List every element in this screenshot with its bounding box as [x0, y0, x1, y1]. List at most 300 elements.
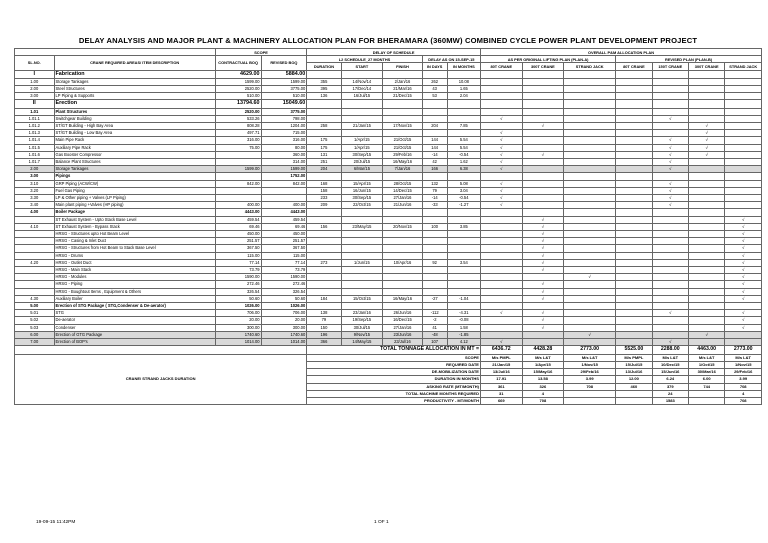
allocation-mark-cell	[652, 93, 688, 100]
delay-months-cell	[447, 130, 480, 137]
b150-head: 150T CRANE	[652, 63, 688, 70]
allocation-mark-cell	[564, 144, 616, 151]
contractual-boq-cell: 1590.00	[215, 274, 261, 281]
contractual-boq-cell: 50.60	[215, 295, 261, 302]
duration-cell	[307, 70, 341, 78]
revised-boq-cell: 3775.00	[261, 108, 307, 115]
contractual-boq-cell: 4443.00	[215, 209, 261, 216]
description-cell: ST Exhaust System - Bypass Stack	[54, 223, 215, 230]
description-cell: Condenser	[54, 324, 215, 331]
start-cell: 16/Jun/15	[341, 187, 383, 194]
allocation-mark-cell	[688, 295, 724, 302]
summary-value: 708	[564, 383, 616, 390]
allocation-mark-cell	[616, 209, 652, 216]
allocation-mark-cell	[616, 100, 652, 108]
allocation-mark-cell	[480, 303, 522, 310]
allocation-mark-cell	[564, 122, 616, 129]
allocation-mark-cell	[480, 331, 522, 338]
revised-boq-cell: 1752.00	[261, 173, 307, 180]
delay-months-cell	[447, 100, 480, 108]
duration-cell: 395	[307, 85, 341, 92]
contractual-boq-cell: 510.00	[215, 93, 261, 100]
start-cell: 30/Sep/15	[341, 151, 383, 158]
sl-no-cell: 2.00	[15, 166, 55, 173]
contractual-boq-cell: 75.00	[215, 144, 261, 151]
allocation-mark-cell	[564, 223, 616, 230]
description-cell: HRSG - Modules	[54, 274, 215, 281]
allocation-mark-cell	[616, 231, 652, 238]
start-cell: 15/Apr/15	[341, 180, 383, 187]
allocation-mark-cell: √	[480, 137, 522, 144]
delay-days-cell: 262	[422, 78, 447, 85]
delay-months-cell	[447, 274, 480, 281]
allocation-mark-cell: √	[652, 180, 688, 187]
description-cell: HRSG - Boughtout Items , Equipment & Others	[54, 288, 215, 295]
duration-cell: 168	[307, 180, 341, 187]
description-cell: Steel Structures	[54, 85, 215, 92]
allocation-mark-cell: √	[725, 231, 762, 238]
table-row	[15, 209, 762, 216]
description-cell: Balance Plant Structures	[54, 159, 215, 166]
finish-cell	[383, 231, 423, 238]
duration-cell: 136	[307, 93, 341, 100]
table-row	[15, 173, 762, 180]
sl-no-cell: 3.30	[15, 195, 55, 202]
delay-months-cell	[447, 108, 480, 115]
duration-cell: 158	[307, 187, 341, 194]
start-cell: 1/Apr/15	[341, 144, 383, 151]
sl-no-cell	[15, 267, 55, 274]
table-row	[15, 288, 762, 295]
allocation-mark-cell	[688, 78, 724, 85]
allocation-mark-cell	[480, 209, 522, 216]
sl-no-cell: 1.01.1	[15, 115, 55, 122]
summary-key: TOTAL MACHINE MONTHS REQUIRED	[307, 390, 481, 397]
allocation-mark-cell	[652, 78, 688, 85]
description-cell: LP Piping & Supports	[54, 93, 215, 100]
allocation-mark-cell: √	[480, 310, 522, 317]
table-row	[15, 85, 762, 92]
allocation-mark-cell	[725, 173, 762, 180]
start-cell	[341, 238, 383, 245]
allocation-mark-cell	[616, 122, 652, 129]
revised-boq-cell	[261, 187, 307, 194]
plan-a-head: AS PER ORIGINAL LIFTING PLAN (PLAN-A)	[480, 56, 615, 63]
summary-value: 1583	[652, 398, 688, 405]
delay-days-cell	[422, 238, 447, 245]
allocation-mark-cell	[564, 202, 616, 209]
delay-days-cell	[422, 216, 447, 223]
summary-value: 13/Jul/16	[480, 369, 522, 376]
contractual-boq-cell: 1599.00	[215, 78, 261, 85]
allocation-mark-cell	[688, 159, 724, 166]
total-sj: 2773.00	[564, 346, 616, 355]
summary-value: M/s PMPL	[480, 354, 522, 361]
table-row	[15, 144, 762, 151]
delay-months-cell	[447, 115, 480, 122]
allocation-mark-cell	[725, 187, 762, 194]
table-row	[15, 70, 762, 78]
delay-days-cell	[422, 288, 447, 295]
contractual-boq-cell: 115.00	[215, 252, 261, 259]
sl-no-cell: 5.00	[15, 303, 55, 310]
allocation-mark-cell	[688, 310, 724, 317]
summary-value: 708	[725, 398, 762, 405]
allocation-mark-cell: √	[522, 122, 564, 129]
allocation-mark-cell: √	[480, 144, 522, 151]
delay-months-cell: 2.04	[447, 93, 480, 100]
delay-days-cell: -14	[422, 195, 447, 202]
allocation-mark-cell	[564, 93, 616, 100]
allocation-mark-cell: √	[652, 202, 688, 209]
summary-value: 1/Nov/15	[564, 361, 616, 368]
allocation-mark-cell	[564, 85, 616, 92]
allocation-mark-cell	[480, 100, 522, 108]
plan-b-head: REVISED PLAN (PLAN-B)	[616, 56, 762, 63]
contractual-head: CONTRACTUAL BOQ	[215, 56, 261, 70]
summary-value: 708	[725, 383, 762, 390]
allocation-mark-cell	[688, 115, 724, 122]
allocation-mark-cell	[522, 137, 564, 144]
delay-months-cell: 3.85	[447, 223, 480, 230]
sl-no-cell: 2.00	[15, 85, 55, 92]
contractual-boq-cell: 272.46	[215, 281, 261, 288]
allocation-mark-cell: √	[522, 288, 564, 295]
allocation-mark-cell	[480, 93, 522, 100]
allocation-mark-cell	[688, 324, 724, 331]
allocation-mark-cell	[522, 195, 564, 202]
in-days-head: IN DAYS	[422, 63, 447, 70]
start-cell	[341, 267, 383, 274]
table-row	[15, 245, 762, 252]
allocation-mark-cell: √	[522, 252, 564, 259]
allocation-mark-cell	[688, 252, 724, 259]
allocation-mark-cell	[616, 295, 652, 302]
start-cell	[341, 303, 383, 310]
delay-months-cell	[447, 216, 480, 223]
allocation-mark-cell: √	[725, 310, 762, 317]
allocation-mark-cell	[616, 78, 652, 85]
allocation-mark-cell: √	[725, 267, 762, 274]
delay-months-cell	[447, 231, 480, 238]
allocation-mark-cell	[652, 303, 688, 310]
duration-cell	[307, 216, 341, 223]
duration-cell: 156	[307, 223, 341, 230]
allocation-mark-cell	[616, 137, 652, 144]
allocation-mark-cell	[480, 295, 522, 302]
delay-months-cell	[447, 209, 480, 216]
table-row	[15, 303, 762, 310]
duration-cell: 204	[307, 166, 341, 173]
allocation-mark-cell	[616, 115, 652, 122]
allocation-mark-cell: √	[725, 324, 762, 331]
allocation-mark-cell	[725, 78, 762, 85]
delay-months-cell: 5.54	[447, 144, 480, 151]
allocation-mark-cell	[652, 267, 688, 274]
allocation-mark-cell	[564, 259, 616, 266]
sheet-title: DELAY ANALYSIS AND MAJOR PLANT & MACHINERY ALLOCATION PLAN FOR BHERAMARA (360MW) COMBINED CYCLE POWER PLANT DEVELOPMENT PROJECT	[78, 36, 698, 45]
delay-days-cell	[422, 100, 447, 108]
allocation-mark-cell	[616, 259, 652, 266]
start-cell	[341, 100, 383, 108]
allocation-mark-cell	[652, 288, 688, 295]
duration-cell: 79	[307, 317, 341, 324]
sl-no-cell: 3.20	[15, 187, 55, 194]
allocation-mark-cell	[616, 267, 652, 274]
delay-days-cell	[422, 252, 447, 259]
duration-cell	[307, 303, 341, 310]
delay-months-cell: 3.54	[447, 259, 480, 266]
summary-value: 708	[522, 398, 564, 405]
finish-cell: 16/May/16	[383, 295, 423, 302]
start-cell: 30/Jul/15	[341, 324, 383, 331]
allocation-mark-cell	[564, 70, 616, 78]
delay-months-cell: 6.38	[447, 166, 480, 173]
total-a80: 6436.72	[480, 346, 522, 355]
revised-boq-cell: 15049.60	[261, 100, 307, 108]
table-row	[15, 108, 762, 115]
revised-boq-cell: 1014.00	[261, 339, 307, 346]
allocation-mark-cell	[652, 231, 688, 238]
description-cell: Pipings	[54, 173, 215, 180]
summary-value: 744	[688, 383, 724, 390]
finish-cell: 26/Jun/16	[383, 310, 423, 317]
contractual-boq-cell: 1026.00	[215, 303, 261, 310]
table-row	[15, 187, 762, 194]
contractual-boq-cell: 4629.00	[215, 70, 261, 78]
allocation-mark-cell: √	[480, 180, 522, 187]
finish-cell: 10/Apr/16	[383, 259, 423, 266]
revised-boq-cell: 1599.00	[261, 78, 307, 85]
summary-key: SCOPE	[307, 354, 481, 361]
allocation-mark-cell	[688, 288, 724, 295]
summary-value	[616, 398, 652, 405]
revised-boq-cell: 115.00	[261, 252, 307, 259]
allocation-mark-cell	[522, 100, 564, 108]
allocation-mark-cell	[616, 93, 652, 100]
summary-value: 30/Mar/16	[688, 369, 724, 376]
delay-days-cell: -33	[422, 202, 447, 209]
allocation-mark-cell	[688, 173, 724, 180]
table-row	[15, 122, 762, 129]
summary-value: 379	[652, 383, 688, 390]
contractual-boq-cell: 1740.60	[215, 331, 261, 338]
sl-no-cell: 6.00	[15, 331, 55, 338]
allocation-mark-cell	[725, 202, 762, 209]
start-head: START	[341, 63, 383, 70]
duration-cell: 209	[307, 202, 341, 209]
allocation-mark-cell: √	[480, 130, 522, 137]
allocation-mark-cell	[480, 259, 522, 266]
delay-days-cell: -2	[422, 317, 447, 324]
allocation-mark-cell	[616, 288, 652, 295]
description-cell: HRSG - Main Stack	[54, 267, 215, 274]
allocation-mark-cell	[616, 144, 652, 151]
allocation-mark-cell	[688, 317, 724, 324]
allocation-mark-cell	[480, 317, 522, 324]
revised-boq-cell: 326.54	[261, 288, 307, 295]
allocation-mark-cell	[564, 187, 616, 194]
allocation-mark-cell	[652, 295, 688, 302]
allocation-mark-cell: √	[564, 331, 616, 338]
sl-no-cell: I	[15, 70, 55, 78]
allocation-mark-cell	[480, 223, 522, 230]
revised-boq-cell: 360.00	[261, 151, 307, 158]
allocation-mark-cell	[688, 281, 724, 288]
duration-cell: 131	[307, 151, 341, 158]
revised-boq-cell: 842.00	[261, 180, 307, 187]
duration-cell: 175	[307, 137, 341, 144]
allocation-mark-cell	[564, 216, 616, 223]
delay-months-cell: 10.08	[447, 78, 480, 85]
delay-days-cell: 43	[422, 85, 447, 92]
sl-no-cell: 1.00	[15, 78, 55, 85]
allocation-mark-cell: √	[652, 187, 688, 194]
finish-cell	[383, 238, 423, 245]
total-b150: 2288.00	[652, 346, 688, 355]
finish-cell	[383, 274, 423, 281]
allocation-mark-cell: √	[522, 295, 564, 302]
revised-boq-cell	[261, 195, 307, 202]
allocation-mark-cell	[616, 245, 652, 252]
summary-value: 6.24	[652, 376, 688, 383]
start-cell: 23/May/15	[341, 223, 383, 230]
table-row	[15, 267, 762, 274]
duration-cell	[307, 108, 341, 115]
finish-cell: 21/Mar/16	[383, 85, 423, 92]
description-cell: Auxiliary Pipe Rack	[54, 144, 215, 151]
revised-boq-cell: 69.46	[261, 223, 307, 230]
sl-no-cell: II	[15, 100, 55, 108]
delay-days-cell	[422, 245, 447, 252]
finish-head: FINISH	[383, 63, 423, 70]
finish-cell: 29/Feb/16	[383, 151, 423, 158]
allocation-mark-cell	[522, 202, 564, 209]
start-cell	[341, 252, 383, 259]
delay-days-cell: 132	[422, 180, 447, 187]
delay-days-cell	[422, 281, 447, 288]
allocation-mark-cell: √	[522, 151, 564, 158]
delay-months-cell	[447, 70, 480, 78]
delay-months-cell: 1.65	[447, 85, 480, 92]
allocation-mark-cell	[480, 324, 522, 331]
description-cell: ST/GT Building - Low Bay Area	[54, 130, 215, 137]
allocation-mark-cell	[725, 209, 762, 216]
delay-days-cell	[422, 231, 447, 238]
revised-boq-cell: 316.00	[261, 137, 307, 144]
revised-boq-cell: 706.00	[261, 310, 307, 317]
allocation-mark-cell	[564, 180, 616, 187]
description-cell: Boiler Package	[54, 209, 215, 216]
summary-value: 24	[652, 390, 688, 397]
allocation-mark-cell	[616, 324, 652, 331]
revised-boq-cell: 715.00	[261, 130, 307, 137]
start-cell	[341, 281, 383, 288]
allocation-mark-cell	[688, 259, 724, 266]
allocation-mark-cell	[688, 85, 724, 92]
allocation-mark-cell: √	[725, 288, 762, 295]
revised-boq-cell: 73.79	[261, 267, 307, 274]
allocation-mark-cell: √	[480, 187, 522, 194]
allocation-mark-cell	[688, 245, 724, 252]
allocation-mark-cell	[725, 115, 762, 122]
allocation-mark-cell	[564, 195, 616, 202]
allocation-mark-cell	[725, 137, 762, 144]
duration-cell: 366	[307, 339, 341, 346]
table-row	[15, 100, 762, 108]
allocation-mark-cell: √	[652, 151, 688, 158]
description-cell: Storage Tankages	[54, 78, 215, 85]
total-label: TOTAL TONNAGE ALLOCATION IN MT =	[307, 346, 481, 355]
delay-months-cell: 7.85	[447, 122, 480, 129]
allocation-mark-cell	[480, 85, 522, 92]
allocation-mark-cell	[522, 130, 564, 137]
allocation-mark-cell: √	[725, 238, 762, 245]
scope-head: SCOPE	[215, 49, 307, 56]
summary-value	[564, 398, 616, 405]
allocation-mark-cell: √	[522, 238, 564, 245]
allocation-mark-cell	[564, 130, 616, 137]
summary-value: 29/Feb/16	[725, 369, 762, 376]
duration-cell	[307, 100, 341, 108]
allocation-mark-cell	[688, 238, 724, 245]
allocation-mark-cell: √	[652, 339, 688, 346]
allocation-mark-cell	[725, 331, 762, 338]
desc-head: CRANE REQUIRED AREAS/ ITEM DESCRIPTION	[54, 56, 215, 70]
summary-value: 4	[522, 390, 564, 397]
allocation-mark-cell: √	[725, 252, 762, 259]
contractual-boq-cell: 2520.00	[215, 85, 261, 92]
allocation-mark-cell: √	[522, 310, 564, 317]
allocation-mark-cell	[564, 288, 616, 295]
allocation-mark-cell	[564, 209, 616, 216]
revised-boq-cell: 77.14	[261, 259, 307, 266]
summary-value: 10/Dec/15	[652, 361, 688, 368]
allocation-mark-cell	[564, 231, 616, 238]
finish-cell: 27/Jan/16	[383, 324, 423, 331]
allocation-mark-cell	[725, 122, 762, 129]
allocation-mark-cell	[522, 78, 564, 85]
delay-days-cell: 79	[422, 187, 447, 194]
allocation-mark-cell: √	[725, 245, 762, 252]
summary-value	[688, 398, 724, 405]
summary-key: REQUIRED DATE	[307, 361, 481, 368]
allocation-mark-cell	[725, 166, 762, 173]
sl-no-cell: 3.00	[15, 93, 55, 100]
summary-value: M/s L&T	[688, 354, 724, 361]
finish-cell: 7/Jan/16	[383, 166, 423, 173]
total-row	[15, 346, 762, 355]
revised-boq-cell: 400.00	[261, 202, 307, 209]
delay-days-cell: 144	[422, 144, 447, 151]
a80-head: 80T CRANE	[480, 63, 522, 70]
allocation-mark-cell	[725, 108, 762, 115]
start-cell: 19/Sep/15	[341, 317, 383, 324]
finish-cell: 16/Dec/15	[383, 317, 423, 324]
allocation-mark-cell	[522, 173, 564, 180]
allocation-mark-cell	[616, 317, 652, 324]
table-row	[15, 252, 762, 259]
allocation-mark-cell	[564, 303, 616, 310]
delay-as-on-head: DELAY AS ON 15-SEP-15	[422, 56, 480, 63]
allocation-mark-cell	[652, 238, 688, 245]
description-cell: HRSG - Piping	[54, 281, 215, 288]
delay-months-cell	[447, 267, 480, 274]
allocation-mark-cell	[652, 130, 688, 137]
allocation-mark-cell: √	[725, 259, 762, 266]
delay-months-cell: 1.62	[447, 159, 480, 166]
delay-days-cell	[422, 115, 447, 122]
